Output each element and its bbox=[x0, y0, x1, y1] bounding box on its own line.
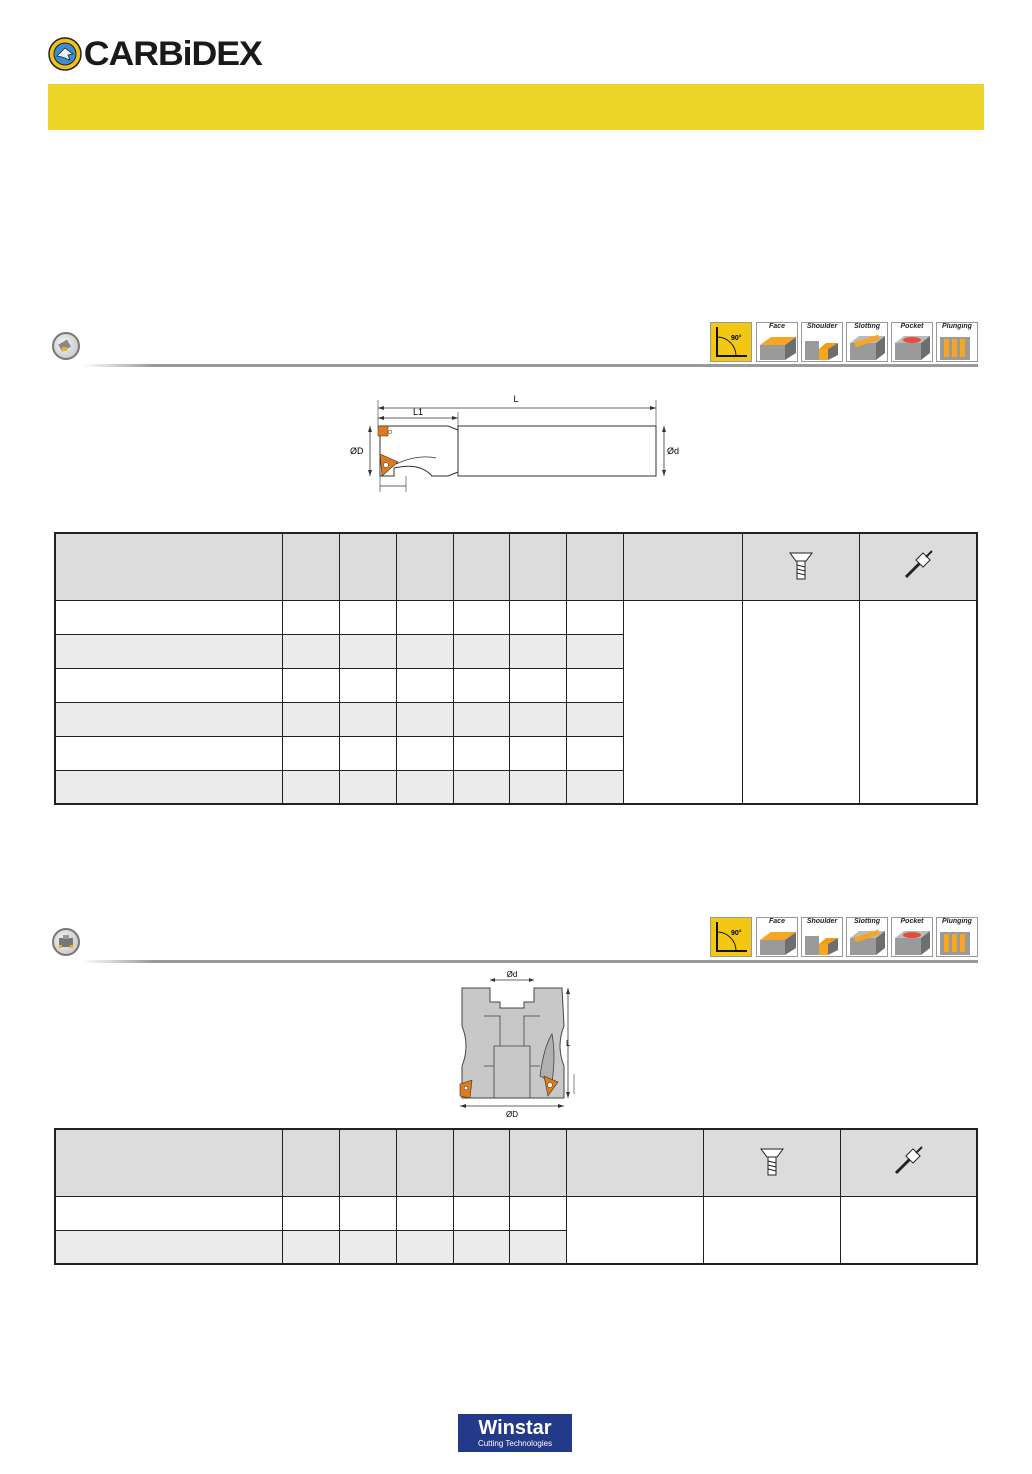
table-cell bbox=[55, 770, 282, 804]
face-mill-section-icon bbox=[52, 928, 80, 956]
insert-cell bbox=[567, 1196, 704, 1264]
table-cell bbox=[567, 668, 624, 702]
header-cell bbox=[282, 533, 339, 600]
table-cell bbox=[567, 770, 624, 804]
angle-90-icon: 90° bbox=[710, 322, 752, 362]
header-cell bbox=[859, 533, 977, 600]
table-cell bbox=[453, 736, 510, 770]
table-cell bbox=[55, 736, 282, 770]
header-cell bbox=[510, 533, 567, 600]
dim-OD-label: ØD bbox=[350, 446, 364, 456]
spec-table-1 bbox=[54, 532, 978, 805]
table-cell bbox=[396, 668, 453, 702]
table-cell bbox=[339, 736, 396, 770]
table-cell bbox=[339, 1230, 396, 1264]
shoulder-milling-icon: Shoulder bbox=[801, 322, 843, 362]
table-cell bbox=[396, 634, 453, 668]
table-cell bbox=[396, 702, 453, 736]
header-cell bbox=[742, 533, 859, 600]
table-cell bbox=[282, 1230, 339, 1264]
endmill-section-icon bbox=[52, 332, 80, 360]
wrench-icon bbox=[888, 1143, 928, 1179]
table-cell bbox=[55, 634, 282, 668]
header-cell bbox=[55, 1129, 282, 1196]
table-cell bbox=[453, 1230, 510, 1264]
table-cell bbox=[339, 1196, 396, 1230]
table-cell bbox=[453, 770, 510, 804]
table-cell bbox=[282, 702, 339, 736]
header-cell bbox=[453, 1129, 510, 1196]
shark-badge-icon bbox=[48, 37, 82, 71]
header-cell bbox=[339, 533, 396, 600]
table-cell bbox=[396, 736, 453, 770]
table-cell bbox=[55, 1230, 282, 1264]
header-cell bbox=[282, 1129, 339, 1196]
endmill-diagram bbox=[340, 388, 690, 498]
table-cell bbox=[567, 702, 624, 736]
dim-Od-label: Ød bbox=[667, 446, 680, 456]
table-cell bbox=[510, 736, 567, 770]
table-cell bbox=[396, 1196, 453, 1230]
table-cell bbox=[396, 770, 453, 804]
table-cell bbox=[453, 634, 510, 668]
winstar-subtitle: Cutting Technologies bbox=[477, 1439, 553, 1448]
brand-logo bbox=[48, 34, 262, 73]
table-cell bbox=[510, 600, 567, 634]
table-row bbox=[55, 1196, 977, 1230]
header-cell bbox=[339, 1129, 396, 1196]
winstar-logo bbox=[458, 1414, 572, 1452]
table-cell bbox=[453, 1196, 510, 1230]
header-cell bbox=[840, 1129, 977, 1196]
table-cell bbox=[510, 1230, 567, 1264]
slotting-icon: Slotting bbox=[846, 322, 888, 362]
header-cell bbox=[510, 1129, 567, 1196]
table-cell bbox=[396, 600, 453, 634]
table-row bbox=[55, 600, 977, 634]
header-cell bbox=[567, 533, 624, 600]
operation-icons bbox=[710, 322, 978, 364]
header-cell bbox=[567, 1129, 704, 1196]
table-cell bbox=[282, 1196, 339, 1230]
header-cell bbox=[703, 1129, 840, 1196]
winstar-title: Winstar bbox=[478, 1417, 552, 1439]
table-cell bbox=[55, 1196, 282, 1230]
table-cell bbox=[396, 1230, 453, 1264]
plunging-icon: Plunging bbox=[936, 917, 978, 957]
screw-icon bbox=[757, 1143, 787, 1179]
title-bar bbox=[48, 84, 984, 130]
table-header-row bbox=[55, 1129, 977, 1196]
wrench-cell bbox=[859, 600, 977, 804]
table-cell bbox=[282, 634, 339, 668]
table-cell bbox=[282, 668, 339, 702]
table-header-row bbox=[55, 533, 977, 600]
table-cell bbox=[282, 600, 339, 634]
table-cell bbox=[453, 668, 510, 702]
face-milling-icon: Face bbox=[756, 322, 798, 362]
table-cell bbox=[510, 668, 567, 702]
table-cell bbox=[55, 668, 282, 702]
wrench-icon bbox=[898, 547, 938, 583]
spec-table-2 bbox=[54, 1128, 978, 1265]
table-cell bbox=[510, 1196, 567, 1230]
pocket-milling-icon: Pocket bbox=[891, 322, 933, 362]
dim-L-label: L bbox=[513, 394, 519, 404]
table-cell bbox=[510, 770, 567, 804]
insert-cell bbox=[624, 600, 743, 804]
section-divider bbox=[82, 364, 978, 367]
table-cell bbox=[339, 634, 396, 668]
table-cell bbox=[282, 736, 339, 770]
table-cell bbox=[55, 702, 282, 736]
table-cell bbox=[567, 600, 624, 634]
table-cell bbox=[510, 634, 567, 668]
table-cell bbox=[453, 702, 510, 736]
table-cell bbox=[567, 634, 624, 668]
dim-L1-label: L1 bbox=[412, 407, 424, 417]
plunging-icon: Plunging bbox=[936, 322, 978, 362]
header-cell bbox=[453, 533, 510, 600]
table-cell bbox=[339, 770, 396, 804]
table-cell bbox=[55, 600, 282, 634]
slotting-icon: Slotting bbox=[846, 917, 888, 957]
screw-icon bbox=[786, 547, 816, 583]
operation-icons bbox=[710, 917, 978, 959]
table-cell bbox=[282, 770, 339, 804]
brand-name: CARBiDEX bbox=[83, 34, 262, 73]
table-cell bbox=[339, 600, 396, 634]
face-milling-icon: Face bbox=[756, 917, 798, 957]
table-cell bbox=[510, 702, 567, 736]
shoulder-milling-icon: Shoulder bbox=[801, 917, 843, 957]
table-cell bbox=[339, 668, 396, 702]
dim-OD-label: ØD bbox=[506, 1110, 518, 1119]
table-cell bbox=[339, 702, 396, 736]
table-cell bbox=[567, 736, 624, 770]
table-cell bbox=[453, 600, 510, 634]
screw-cell bbox=[703, 1196, 840, 1264]
angle-90-icon: 90° bbox=[710, 917, 752, 957]
section-divider bbox=[82, 960, 978, 963]
header-cell bbox=[396, 533, 453, 600]
wrench-cell bbox=[840, 1196, 977, 1264]
dim-L-label: L bbox=[566, 1039, 571, 1048]
dim-Od-label: Ød bbox=[506, 970, 518, 979]
screw-cell bbox=[742, 600, 859, 804]
facemill-diagram bbox=[440, 966, 590, 1120]
header-cell bbox=[624, 533, 743, 600]
header-cell bbox=[55, 533, 282, 600]
header-cell bbox=[396, 1129, 453, 1196]
pocket-milling-icon: Pocket bbox=[891, 917, 933, 957]
